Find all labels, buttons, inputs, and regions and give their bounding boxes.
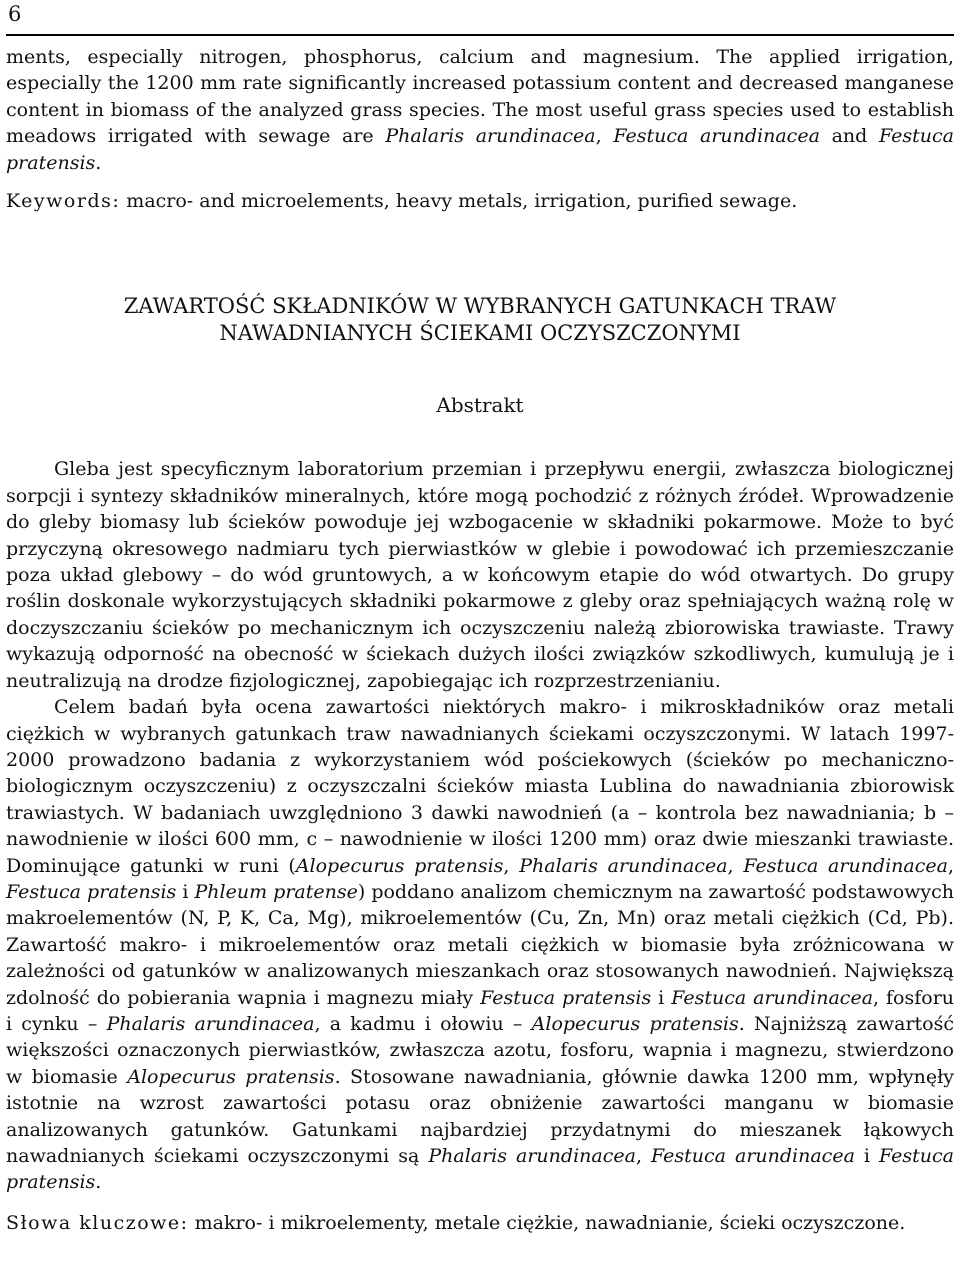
species-name: Alopecurus pratensis	[127, 1065, 335, 1088]
english-abstract-continuation: ments, especially nitrogen, phosphorus, calcium and magnesium. The applied irrigation, especially the 1200 mm rate significantly increased potassium content and decreased manganese content in biomass of the analyzed grass species. The most useful grass species used to establish meadows irrigated with sewage are Phalaris arundinacea, Festuca arundinacea and Festuca pratensis.	[6, 46, 954, 174]
species-name: Festuca arundinacea	[613, 125, 820, 148]
keywords-text: macro- and microelements, heavy metals, irrigation, purified sewage.	[120, 190, 798, 213]
abstract-text: ments, especially nitrogen, phosphorus, calcium and magnesium. The applied irrigation, especially the 1200 mm rate significantly increased potassium content and decreased manganese content in biomass of the analyzed grass species. The most useful grass species used to establish meadows irrigated with sewage are	[6, 46, 954, 148]
species-name: Phleum pratense	[194, 880, 358, 903]
species-name: Festuca pratensis	[480, 986, 652, 1009]
species-name: Festuca pratensis	[6, 1145, 955, 1194]
species-name: Festuca pratensis	[6, 880, 177, 903]
species-name: Festuca arundinacea	[651, 1145, 855, 1167]
abstract-heading: Abstrakt	[436, 393, 524, 418]
keywords-label: Słowa kluczowe:	[6, 1211, 189, 1234]
species-name: Festuca pratensis	[6, 125, 954, 174]
keywords-polish	[6, 1210, 954, 1236]
polish-title	[6, 293, 954, 347]
abstract-paragraph-1: Gleba jest specyficznym laboratorium przemian i przepływu energii, zwłaszcza biologicznej sorpcji i syntezy składników mineralnych, które mogą pochodzić z różnych źródeł. Wprowadzenie do gleby biomasy lub ścieków powoduje jej wzbogacenie w składniki pokarmowe. Może to być przyczyną okresowego nadmiaru tych pierwiastków w glebie i powodować ich przemieszczanie poza układ glebowy – do wód gruntowych, a w końcowym etapie do wód otwartych. Do grupy roślin doskonale wykorzystujących składniki pokarmowe z gleby oraz spełniających ważną rolę w doczyszczaniu ścieków po mechanicznym ich oczyszczeniu należą zbiorowiska trawiaste. Trawy wykazują odporność na obecność w ściekach dużych ilości związków szkodliwych, kumulują je i neutralizują na drodze fizjologicznej, zapobiegając ich rozprzestrzenianiu.	[6, 458, 954, 692]
species-name: Alopecurus pratensis	[531, 1012, 739, 1035]
species-name: Phalaris arundinacea	[428, 1145, 636, 1167]
page-number: 6	[8, 2, 22, 26]
title-line-1: ZAWARTOŚĆ SKŁADNIKÓW W WYBRANYCH GATUNKACH TRAW	[123, 294, 837, 319]
species-name: Alopecurus pratensis	[295, 854, 504, 877]
species-name: Festuca arundinacea	[743, 854, 948, 877]
species-name: Phalaris arundinacea	[519, 854, 728, 877]
keywords-english	[6, 188, 954, 214]
species-name: Festuca arundinacea	[671, 986, 874, 1009]
species-name: Phalaris arundinacea	[385, 125, 596, 148]
species-name: Phalaris arundinacea	[106, 1012, 315, 1035]
keywords-label: Keywords:	[6, 190, 121, 213]
header-rule	[6, 34, 954, 36]
title-line-2: NAWADNIANYCH ŚCIEKAMI OCZYSZCZONYMI	[219, 321, 741, 346]
keywords-text: makro- i mikroelementy, metale ciężkie, nawadnianie, ścieki oczyszczone.	[188, 1211, 906, 1234]
document-page	[6, 0, 954, 1236]
abstract-paragraph-2: Celem badań była ocena zawartości niektórych makro- i mikroskładników oraz metali ciężkich w wybranych gatunkach traw nawadnianych ściekami oczyszczonymi. W latach 1997-2000 prowadzono badania z wykorzystaniem wód pościekowych (ścieków po mechaniczno-biologicznym oczyszczeniu) z oczyszczalni ścieków miasta Lublina do nawadniania zbiorowisk trawiastych. W badaniach uwzględniono 3 dawki nawodnień (a – kontrola bez nawadniania; b – nawodnienie w ilości 600 mm, c – nawodnienie w ilości 1200 mm) oraz dwie mieszanki trawiaste. Dominujące gatunki w runi (Alopecurus pratensis, Phalaris arundinacea, Festuca arundinacea, Festuca pratensis i Phleum pratense) poddano analizom chemicznym na zawartość podstawowych makroelementów (N, P, K, Ca, Mg), mikroelementów (Cu, Zn, Mn) oraz metali ciężkich (Cd, Pb). Zawartość makro- i mikroelementów oraz metali ciężkich w biomasie była zróżnicowana w zależności od gatunków w analizowanych mieszankach oraz stosowanych nawodnień. Największą zdolność do pobierania wapnia i magnezu miały Festuca pratensis i Festuca arundinacea, fosforu i cynku – Phalaris arundinacea, a kadmu i ołowiu – Alopecurus pratensis. Najniższą zawartość większości oznaczonych pierwiastków, zwłaszcza azotu, fosforu, wapnia i magnezu, stwierdzono w biomasie Alopecurus pratensis. Stosowane nawadniania, głównie dawka 1200 mm, wpłynęły istotnie na wzrost zawartości potasu oraz obniżenie zawartości manganu w biomasie analizowanych gatunków. Gatunkami najbardziej przydatnymi do mieszanek łąkowych nawadnianych ściekami oczyszczonymi są Phalaris arundinacea, Festuca arundinacea i Festuca pratensis.	[6, 696, 955, 1194]
